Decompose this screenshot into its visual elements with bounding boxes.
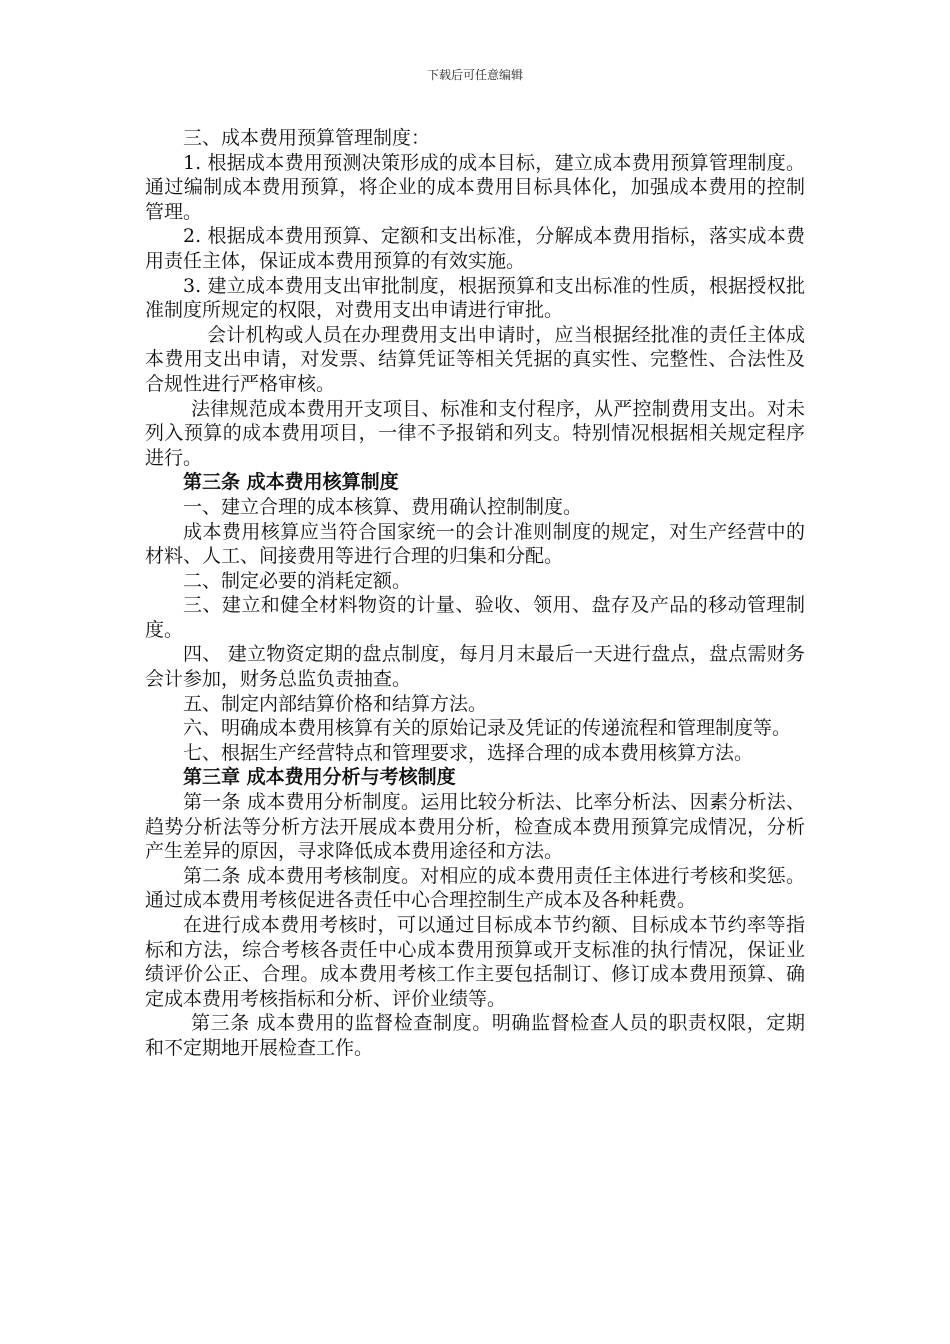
- chapter-heading: 第三章 成本费用分析与考核制度: [183, 766, 456, 789]
- paragraph: 六、明确成本费用核算有关的原始记录及凭证的传递流程和管理制度等。: [183, 717, 792, 740]
- paragraph: 四、 建立物资定期的盘点制度，每月月末最后一天进行盘点，盘点需财务会计参加，财务总监负责抽查。: [145, 643, 805, 691]
- paragraph: 法律规范成本费用开支项目、标准和支付程序，从严控制费用支出。对未列入预算的成本费用项目，一律不予报销和列支。特别情况根据相关规定程序进行。: [145, 397, 805, 469]
- paragraph: 成本费用核算应当符合国家统一的会计准则制度的规定，对生产经营中的材料、人工、间接费用等进行合理的归集和分配。: [145, 520, 805, 568]
- paragraph: 一、建立合理的成本核算、费用确认控制制度。: [183, 495, 583, 518]
- paragraph: 在进行成本费用考核时，可以通过目标成本节约额、目标成本节约率等指标和方法，综合考核各责任中心成本费用预算或开支标准的执行情况，保证业绩评价公正、合理。成本费用考核工作主要包括制订、修订成本费用预算、确定成本费用考核指标和分析、评价业绩等。: [145, 914, 805, 1010]
- paragraph: 第二条 成本费用考核制度。对相应的成本费用责任主体进行考核和奖惩。通过成本费用考核促进各责任中心合理控制生产成本及各种耗费。: [145, 864, 805, 912]
- paragraph: 2. 根据成本费用预算、定额和支出标准，分解成本费用指标，落实成本费用责任主体，保证成本费用预算的有效实施。: [145, 225, 805, 272]
- section-heading: 第三条 成本费用核算制度: [183, 471, 399, 494]
- paragraph: 会计机构或人员在办理费用支出申请时，应当根据经批准的责任主体成本费用支出申请，对发票、结算凭证等相关凭据的真实性、完整性、合法性及合规性进行严格审核。: [145, 323, 805, 395]
- page-header: 下载后可任意编辑: [426, 68, 523, 82]
- paragraph: 七、根据生产经营特点和管理要求，选择合理的成本费用核算方法。: [183, 741, 754, 764]
- paragraph: 3. 建立成本费用支出审批制度，根据预算和支出标准的性质，根据授权批准制度所规定的权限，对费用支出申请进行审批。: [145, 274, 805, 322]
- paragraph: 第一条 成本费用分析制度。运用比较分析法、比率分析法、因素分析法、趋势分析法等分析方法开展成本费用分析，检查成本费用预算完成情况，分析产生差异的原因，寻求降低成本费用途径和方法。: [145, 791, 805, 863]
- paragraph: 三、成本费用预算管理制度：: [183, 127, 431, 149]
- paragraph: 二、制定必要的消耗定额。: [183, 569, 412, 592]
- document-body: [145, 126, 805, 1061]
- paragraph: 五、制定内部结算价格和结算方法。: [183, 692, 488, 715]
- paragraph: 第三条 成本费用的监督检查制度。明确监督检查人员的职责权限，定期和不定期地开展检查工作。: [145, 1012, 805, 1059]
- paragraph: 1. 根据成本费用预测决策形成的成本目标，建立成本费用预算管理制度。通过编制成本费用预算，将企业的成本费用目标具体化，加强成本费用的控制管理。: [145, 151, 805, 223]
- paragraph: 三、建立和健全材料物资的计量、验收、领用、盘存及产品的移动管理制度。: [145, 594, 805, 641]
